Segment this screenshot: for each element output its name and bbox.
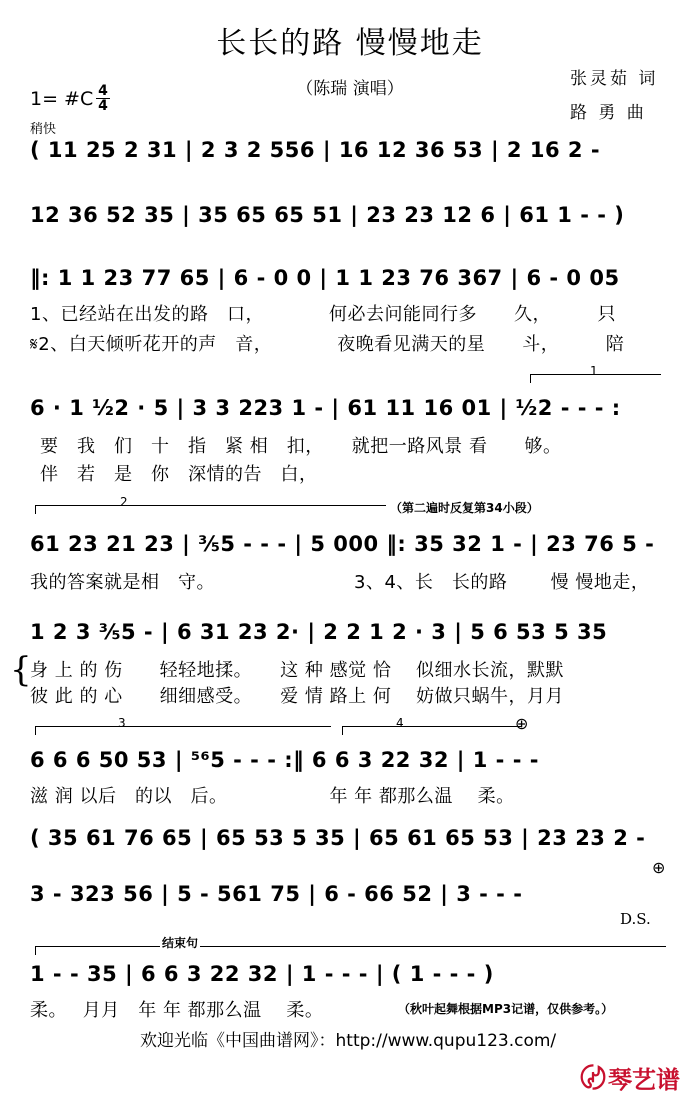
- time-signature: [96, 84, 110, 113]
- repeat-note: （第二遍时反复第34小段）: [390, 501, 539, 515]
- coda-icon: ⊕: [515, 714, 529, 733]
- lyric-line-7: 滋 润 以后 的以 后。 年 年 都那么温 柔。: [30, 786, 515, 807]
- volta-bracket-3: [35, 726, 331, 735]
- composer-credit: 路 勇 曲: [570, 103, 647, 123]
- lyric-line-4-verse-1: 要 我 们 十 指 紧 相 扣， 就把一路风景 看 够。: [40, 436, 562, 457]
- notation-line-1: ( 11 25 2 31 | 2 3 2 556 | 16 12 36 53 | 2 16 2 -: [30, 138, 601, 162]
- lyric-line-3-verse-1: 1、已经站在出发的路 口， 何必去问能同行多 久， 只: [30, 304, 616, 325]
- lyric-line-4-verse-2: 伴 若 是 你 深情的告 白，: [40, 464, 318, 485]
- logo-icon: 〄: [580, 1064, 607, 1094]
- volta-bracket-4: [342, 726, 521, 735]
- ending-label: 结束句: [162, 936, 199, 950]
- lyricist-credit: 张灵茹 词: [570, 69, 659, 89]
- volta-bracket-2: [35, 505, 386, 514]
- lyric-line-6-verse-1: 身 上 的 伤 轻轻地揉。 这 种 感觉 恰 似细水长流，默默: [30, 660, 565, 681]
- key-signature: 1= #C: [30, 88, 94, 110]
- notation-line-7: 6 6 6 50 53 | ⁵⁶5 - - - :‖ 6 6 3 22 32 | 1 - - -: [30, 748, 539, 772]
- source-note: （秋叶起舞根据MP3记谱，仅供参考。）: [398, 1002, 614, 1016]
- notation-line-4: 6 · 1 ½2 · 5 | 3 3 223 1 - | 61 11 16 01 | ½2 - - - :: [30, 396, 621, 420]
- lyric-line-5: 我的答案就是相 守。 3、4、长 长的路 慢 慢地走，: [30, 572, 650, 593]
- ending-bracket: [35, 946, 666, 955]
- tempo-marking: 稍快: [30, 122, 57, 137]
- notation-line-2: 12 36 52 35 | 35 65 65 51 | 23 23 12 6 | 61 1 - - ): [30, 203, 625, 227]
- volta-4-label: 4: [396, 716, 404, 730]
- lyric-line-6-verse-2: 彼 此 的 心 细细感受。 爱 情 路上 何 妨做只蜗牛，月月: [30, 686, 565, 707]
- notation-line-10: 1 - - 35 | 6 6 3 22 32 | 1 - - - | ( 1 - - - ): [30, 962, 494, 986]
- volta-1-label: 1: [590, 364, 598, 378]
- notation-line-8: ( 35 61 76 65 | 65 53 5 35 | 65 61 65 53 | 23 23 2 -: [30, 826, 646, 850]
- notation-line-9: 3 - 323 56 | 5 - 561 75 | 6 - 66 52 | 3 - - -: [30, 882, 523, 906]
- lyric-line-3-verse-2: 𝄋2、白天倾听花开的声 音， 夜晚看见满天的星 斗， 陪: [30, 334, 625, 355]
- notation-line-5: 61 23 21 23 | ⅗5 - - - | 5 000 ‖: 35 32 1 - | 23 76 5 -: [30, 532, 655, 556]
- dal-segno-label: D.S.: [620, 910, 651, 928]
- coda-icon-end: ⊕: [652, 858, 666, 877]
- footer-welcome: 欢迎光临《中国曲谱网》：http://www.qupu123.com/: [140, 1031, 557, 1051]
- singer-credit: （陈瑞 演唱）: [296, 79, 404, 99]
- song-title: 长长的路 慢慢地走: [216, 26, 484, 61]
- volta-3-label: 3: [118, 716, 126, 730]
- lyric-line-10: 柔。 月月 年 年 都那么温 柔。: [30, 1000, 324, 1021]
- time-signature-top: 4: [98, 83, 108, 99]
- volta-2-label: 2: [120, 495, 128, 509]
- notation-line-3: ‖: 1 1 23 77 65 | 6 - 0 0 | 1 1 23 76 367 | 6 - 0 05: [30, 266, 620, 290]
- notation-line-6: 1 2 3 ⅗5 - | 6 31 23 2· | 2 2 1 2 · 3 | 5 6 53 5 35: [30, 620, 608, 644]
- site-logo: 琴艺谱: [608, 1066, 680, 1094]
- time-signature-bottom: 4: [96, 98, 110, 113]
- verse-brace: {: [10, 650, 32, 690]
